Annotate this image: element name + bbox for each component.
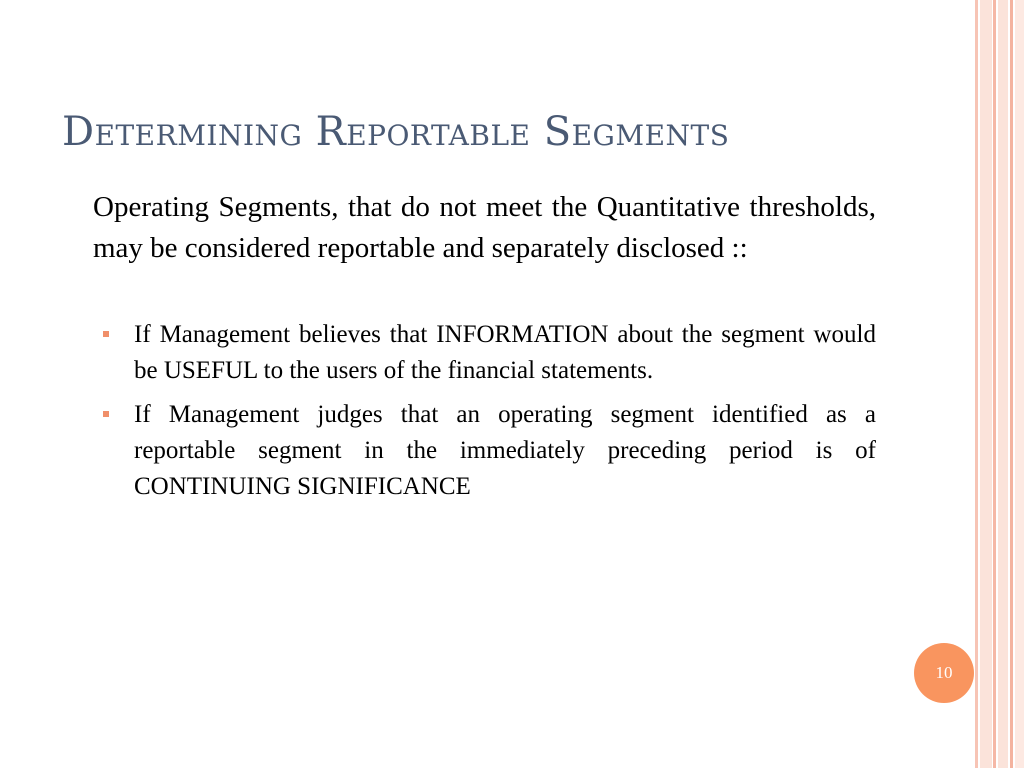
decorative-stripe [993, 0, 996, 768]
slide-title: Determining Reportable Segments [62, 109, 730, 155]
square-bullet-icon [103, 331, 109, 337]
decorative-stripe [1010, 0, 1013, 768]
bullet-item [101, 397, 876, 505]
intro-paragraph: Operating Segments, that do not meet the Quantitative thresholds, may be considered reportable and separately disclosed :: [93, 191, 876, 264]
decorative-stripe [998, 0, 1008, 768]
decorative-stripe [1015, 0, 1024, 768]
bullet-item [101, 317, 876, 389]
decorative-stripe [980, 0, 992, 768]
bullet-list [101, 317, 876, 513]
bullet-text: If Management believes that INFORMATION about the segment would be USEFUL to the users of the financial statements. [134, 321, 876, 384]
square-bullet-icon [103, 411, 109, 417]
page-number-badge: 10 [914, 643, 974, 703]
bullet-text: If Management judges that an operating segment identified as a reportable segment in the immediately preceding period is of CONTINUING SIGNIFICANCE [134, 401, 876, 500]
decorative-stripe [975, 0, 978, 768]
